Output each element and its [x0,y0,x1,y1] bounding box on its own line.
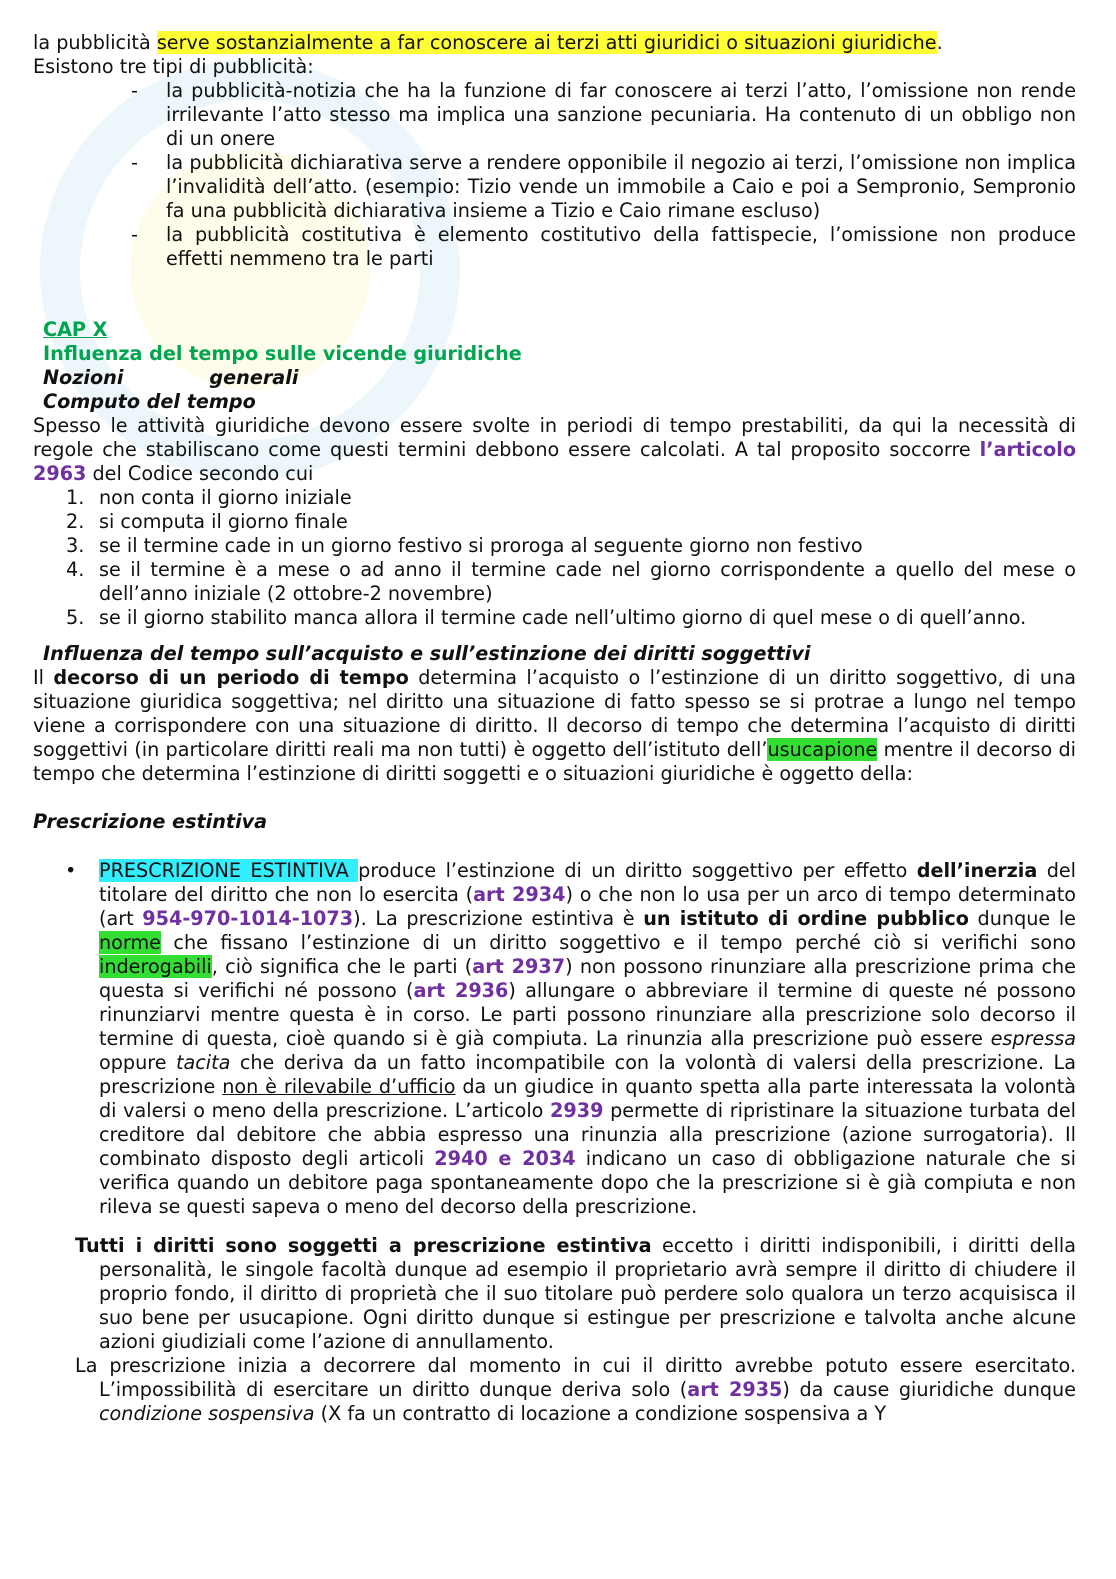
article-ref: l’articolo 2963 [33,438,1076,485]
list-item: 3. se il termine cade in un giorno festivo si proroga al seguente giorno non festivo [66,534,863,557]
document-page [33,31,1076,1426]
list-item: - la pubblicità dichiarativa serve a rendere opponibile il negozio ai terzi, l’omissione non implica l’invalidità dell’atto. (esempio: Tizio vende un immobile a Caio e poi a Sempronio, Sempronio fa una pubblicità dichiarativa insieme a Tizio e Caio rimane escluso) [33,151,1076,223]
types-intro: Esistono tre tipi di pubblicità: [33,55,314,78]
section-heading-nozioni: Nozioni generali [43,366,299,389]
section-heading-influenza: Influenza del tempo sull’acquisto e sull’estinzione dei diritti soggettivi [43,642,811,665]
chapter-number: CAP X [43,318,108,341]
article-ref: art 2935 [687,1378,783,1401]
highlight-green: inderogabili [99,955,212,978]
bullet-icon: • [65,859,77,882]
article-ref: 954-970-1014-1073 [142,907,354,930]
article-ref: 2939 [550,1099,604,1122]
highlight-green: norme [99,931,161,954]
chapter-title: Influenza del tempo sulle vicende giuridiche [43,342,522,365]
article-ref: art 2936 [413,979,509,1002]
computo-paragraph: Spesso le attività giuridiche devono essere svolte in periodi di tempo prestabiliti, da qui la necessità di regole che stabiliscano come questi termini debbono essere calcolati. A tal proposito soccorre l’articolo 2963 del Codice secondo cui [33,414,1076,485]
article-ref: 2940 e 2034 [434,1147,576,1170]
list-item: 1. non conta il giorno iniziale [66,486,352,509]
influenza-paragraph: Il decorso di un periodo di tempo determina l’acquisto o l’estinzione di un diritto soggettivo, di una situazione giuridica soggettiva; nel diritto una situazione di fatto spesso se si protrae a lungo nel tempo viene a corrispondere con una situazione di diritto. Il decorso di tempo che determina l’acquisto di diritti soggettivi (in particolare diritti reali ma non tutti) è oggetto dell’istituto dell’usucapione mentre il decorso di tempo che determina l’estinzione di diritti soggetti e o situazioni giuridiche è oggetto della: [33,666,1077,785]
section-heading-prescrizione: Prescrizione estintiva [33,810,268,833]
decorrenza-paragraph: La prescrizione inizia a decorrere dal momento in cui il diritto avrebbe potuto essere esercitato. L’impossibilità di esercitare un diritto dunque deriva solo (art 2935) da cause giuridiche dunque condizione sospensiva (X fa un contratto di locazione a condizione sospensiva a Y [75,1354,1076,1425]
section-heading-computo: Computo del tempo [43,390,256,413]
article-ref: art 2934 [473,883,566,906]
list-item: 4. se il termine è a mese o ad anno il termine cade nel giorno corrispondente a quello del mese o dell’anno iniziale (2 ottobre-2 novembre) [66,558,1076,605]
prescrizione-bullet: • PRESCRIZIONE ESTINTIVA produce l’estinzione di un diritto soggettivo per effetto dell’inerzia del titolare del diritto che non lo esercita (art 2934) o che non lo usa per un arco di tempo determinato (art 954-970-1014-1073). La prescrizione estintiva è un istituto di ordine pubblico dunque le norme che fissano l’estinzione di un diritto soggettivo e il tempo perché ciò si verifichi sono inderogabili, ciò significa che le parti (art 2937) non possono rinunziare alla prescrizione prima che questa si verifichi né possono (art 2936) allungare o abbreviare il termine di queste né possono rinunziarvi mentre questa è in corso. Le parti possono rinunziare alla prescrizione solo decorso il termine di questa, cioè quando si è già compiuta. La rinunzia alla prescrizione può essere espressa oppure tacita che deriva da un fatto incompatibile con la volontà di valersi della prescrizione. La prescrizione non è rilevabile d’ufficio da un giudice in quanto spetta alla parte interessata la volontà di valersi o meno della prescrizione. L’articolo 2939 permette di ripristinare la situazione turbata del creditore dal debitore che abbia espresso una rinunzia alla prescrizione (azione surrogatoria). Il combinato disposto degli articoli 2940 e 2034 indicano un caso di obbligazione naturale che si verifica quando un debitore paga spontaneamente dopo che la prescrizione si è già compiuta e non rileva se questi sapeva o meno del decorso della prescrizione. [65,859,1077,1218]
list-item: 2. si computa il giorno finale [66,510,348,533]
intro-paragraph: la pubblicità serve sostanzialmente a far conoscere ai terzi atti giuridici o situazioni giuridiche. [33,31,943,54]
highlight-green: usucapione [767,738,878,761]
list-item: 5. se il giorno stabilito manca allora il termine cade nell’ultimo giorno di quel mese o di quell’anno. [66,606,1027,629]
highlight-cyan: PRESCRIZIONE ESTINTIVA [99,859,359,882]
article-ref: art 2937 [472,955,566,978]
highlight-yellow: serve sostanzialmente a far conoscere ai terzi atti giuridici o situazioni giuridiche [156,31,937,54]
computo-rules-list [33,486,1076,630]
list-item: - la pubblicità costitutiva è elemento costitutivo della fattispecie, l’omissione non produce effetti nemmeno tra le parti [33,223,1076,271]
tutti-paragraph: Tutti i diritti sono soggetti a prescrizione estintiva eccetto i diritti indisponibili, i diritti della personalità, le singole facoltà dunque ad esempio il proprietario avrà sempre il diritto di chiudere il proprio fondo, il diritto di proprietà che il suo titolare può perdere solo qualora un terzo acquisisca il suo bene per usucapione. Ogni diritto dunque si estingue per prescrizione e talvolta anche alcune azioni giudiziali come l’azione di annullamento. [75,1234,1077,1353]
list-item: - la pubblicità-notizia che ha la funzione di far conoscere ai terzi l’atto, l’omissione non rende irrilevante l’atto stesso ma implica una sanzione pecuniaria. Ha contenuto di un obbligo non di un onere [33,79,1076,151]
publicity-types-list [33,79,1076,271]
